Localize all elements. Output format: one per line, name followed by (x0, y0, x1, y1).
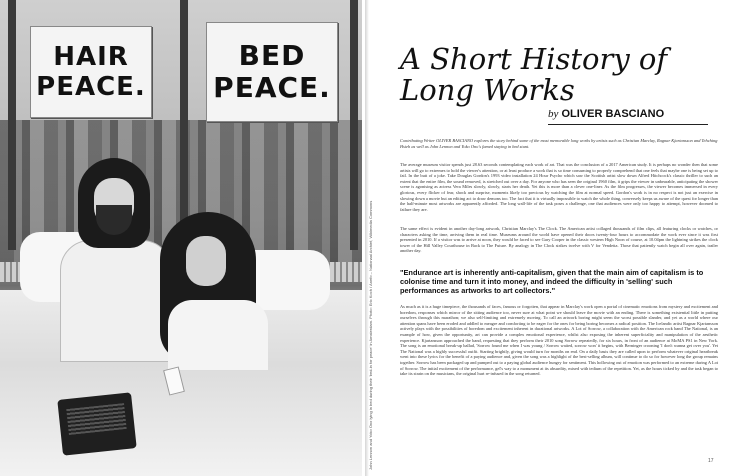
article-title (400, 44, 718, 106)
window-frame (8, 0, 16, 250)
bed-peace-sign (206, 22, 338, 122)
article-paragraph: As much as it is a huge timepiece, the thousands of faces, famous or forgotten, that appear in Marclay's work open a portal of cinematic emotions from mystery and excitement and boredom, responses which mirror of the sitting audience too, never sure at what point we should leave the movie with an ending. There is something existential little in putting ourselves through this marathon; we also self-limiting and extremely moving. To call an artwork boring might seem the worst possible slander, and yet as a world where our attention spans have been eroded and addled to meagre and comforting to be eager for the ones for being boring becomes a radical position. The Icelandic artist Ragnar Kjartansson actively plays with the possibilities of boredom and excitement inherent in durational artworks. A Lot of Sorrow, a collaboration with the American rock band The National, is an example of how, given the opportunity, art can provide a complex emotional experience, whilst also exposing the inherent superficiality and manipulation of the aesthetic experience. Kjartansson approached the band, requesting that they perform their 2010 song Sorrow repeatedly, for six hours, in front of an audience at MoMA PS1 in New York. The song is an emotional break-up ballad, 'Sorrow found me when I was young / Sorrow waited, sorrow won' it begins, with Berninger crooning 'I don't wanna get over you'. Yet The National was a highly successful outfit. Starting brightly, giving would turn for months on end. On a daily basis they are called upon to perform whatever original heartbreak went into these lyrics for the benefit of a paying audience and, given the song was a highlight of the best-selling album, will continue to do so for however long the group remains together. Sorrow has been packaged up and pumped out to a paying global audience hungry for sentiment. This hollowing out of emotion was performed to an extreme during A Lot of Sorrow. The initial excitement of the performance, gel's way to a monument at its absurdity, mixed with tedium of the repetition. Yet, as the hours ticked by and the task began to take its strain on the musicians, the original hurt re-infused in the song returned. (400, 304, 718, 377)
article-paragraph: The average museum visitor spends just 28.63 seconds contemplating each work of art. That was the conclusion of a 2017 American study. It is perhaps no wonder then that some artists will go to extremes to hold the viewer's attention, or at least produce a work that is so time consuming to properly comprehend that one feels that maybe one is being set up to fail. In the butt of a joke. Take Douglas Gordon's 1993 video installation 24 Hour Psycho which saw the Scottish artist slow down Alfred Hitchcock's classic thriller to such an extent that the entire film, the sound removed, is stretched out over a day. For anyone who has seen the original 1960 film, it grips the viewer in unbearable, anticipating the shower scene is agonising as actress Vera Miles slowly, slowly, starts her death. Yet this is more than a clever one-liner. As the film progresses, the viewer becomes immersed in every glorious, every flicker of fear, shock and surprise, moments likely too precious by watching the film at normal speed. Gordon's work is in no respect is not just an exercise in slowing down a movie but an editing act to draw demons too. The fact that it is virtually impossible to watch the whole thing, conversely keeps us aware of the quest for longer than the half-minute most artworks are apparently afforded. The long wall-life of the task poses a challenge, one that audiences were only too happy to attempt, however doomed to failure they are. (400, 162, 718, 212)
page-number: 17 (708, 458, 714, 464)
pull-quote: "Endurance art is inherently anti-capitalism, given that the main aim of capitalism is to colonise time and turn it into money, and indeed the difficulty in 'selling' such performances as artworks to art collectors." (400, 268, 704, 295)
sign-line: PEACE. (36, 72, 146, 102)
tape-recorder (57, 392, 136, 455)
window-frame (180, 0, 188, 250)
article-paragraph: The same effect is evident in another day-long artwork, Christian Marclay's The Clock. The American artist collaged thousands of film clips, all featuring clocks or watches, or characters asking the time, arriving them in real time. Museums around the world have opened their doors twenty-four hours to accommodate the work ever since it was first presented in 2010. If a visitor was to arrive at noon, they would be faced to see Gary Cooper in the classic western High Noon of course, at 10.04pm the lightning strikes the clock tower of the Hill Valley Courthouse in Back to The Future. By analogy in The Clock strikes twelve with V for Vendetta. Those that patiently watch begin all over again, trailer another day. (400, 226, 718, 254)
sign-line: BED (238, 39, 306, 72)
yoko-face (186, 236, 226, 286)
photo-credit: John Lennon and Yoko Ono lying in bed during their 'bed-in for peace' in Amsterdam. Photo: Eric Koch / Anefo – Nationaal Archief, Wikimedia Commons (368, 200, 373, 470)
byline (548, 108, 664, 120)
byline-by: by (548, 108, 559, 120)
yoko-nightgown (168, 300, 268, 370)
bed-in-photo (0, 0, 362, 476)
article-intro: Contributing Writer OLIVER BASCIANO explores the story behind some of the most memorable long works by artists such as Christian Marclay, Ragnar Kjartansson and Tehching Hsieh as well as John Lennon and Yoko Ono's famed staying in bed stunt. (400, 138, 718, 149)
title-rule (548, 124, 708, 125)
sign-line: PEACE. (213, 71, 331, 104)
title-line: A Short History of (400, 42, 668, 76)
john-pyjamas (60, 240, 172, 362)
tape-recorder-grill (66, 403, 126, 435)
sign-line: HAIR (53, 42, 129, 72)
title-line: Long Works (400, 73, 575, 107)
window-frame (350, 0, 358, 250)
byline-author: OLIVER BASCIANO (561, 108, 665, 120)
hair-peace-sign (30, 26, 152, 118)
